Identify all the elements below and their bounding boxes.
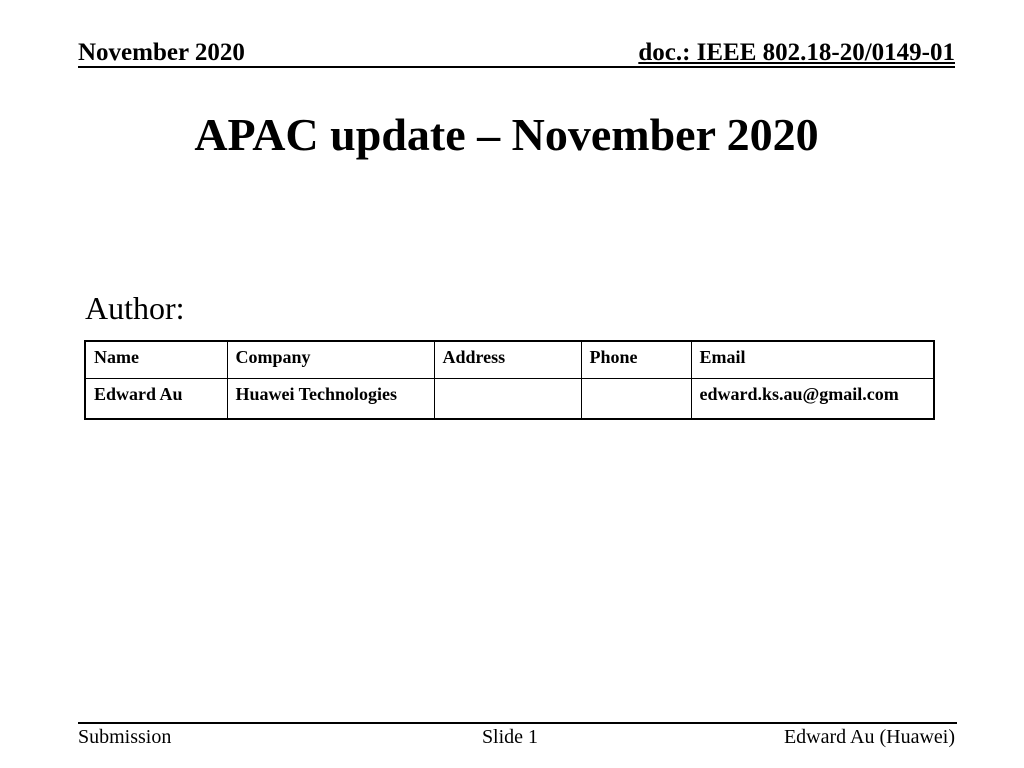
author-label: Author: xyxy=(85,290,185,326)
header-divider xyxy=(78,66,955,68)
slide-title: APAC update – November 2020 xyxy=(194,109,819,160)
column-header-company: Company xyxy=(227,341,434,378)
header-date: November 2020 xyxy=(78,39,245,66)
author-phone-cell xyxy=(581,378,691,419)
column-header-name: Name xyxy=(85,341,227,378)
footer-slide-number: Slide 1 xyxy=(481,726,539,748)
table-row xyxy=(85,378,934,419)
footer-submission-label: Submission xyxy=(78,726,172,748)
authors-table xyxy=(84,340,935,420)
author-email-cell: edward.ks.au@gmail.com xyxy=(691,378,934,419)
column-header-address: Address xyxy=(434,341,581,378)
header-doc-number: doc.: IEEE 802.18-20/0149-01 xyxy=(638,39,955,66)
column-header-email: Email xyxy=(691,341,934,378)
author-company-cell: Huawei Technologies xyxy=(227,378,434,419)
footer-divider xyxy=(78,722,957,724)
author-address-cell xyxy=(434,378,581,419)
author-name-cell: Edward Au xyxy=(85,378,227,419)
column-header-phone: Phone xyxy=(581,341,691,378)
footer-author-credit: Edward Au (Huawei) xyxy=(783,726,955,748)
authors-table-header-row xyxy=(85,341,934,378)
